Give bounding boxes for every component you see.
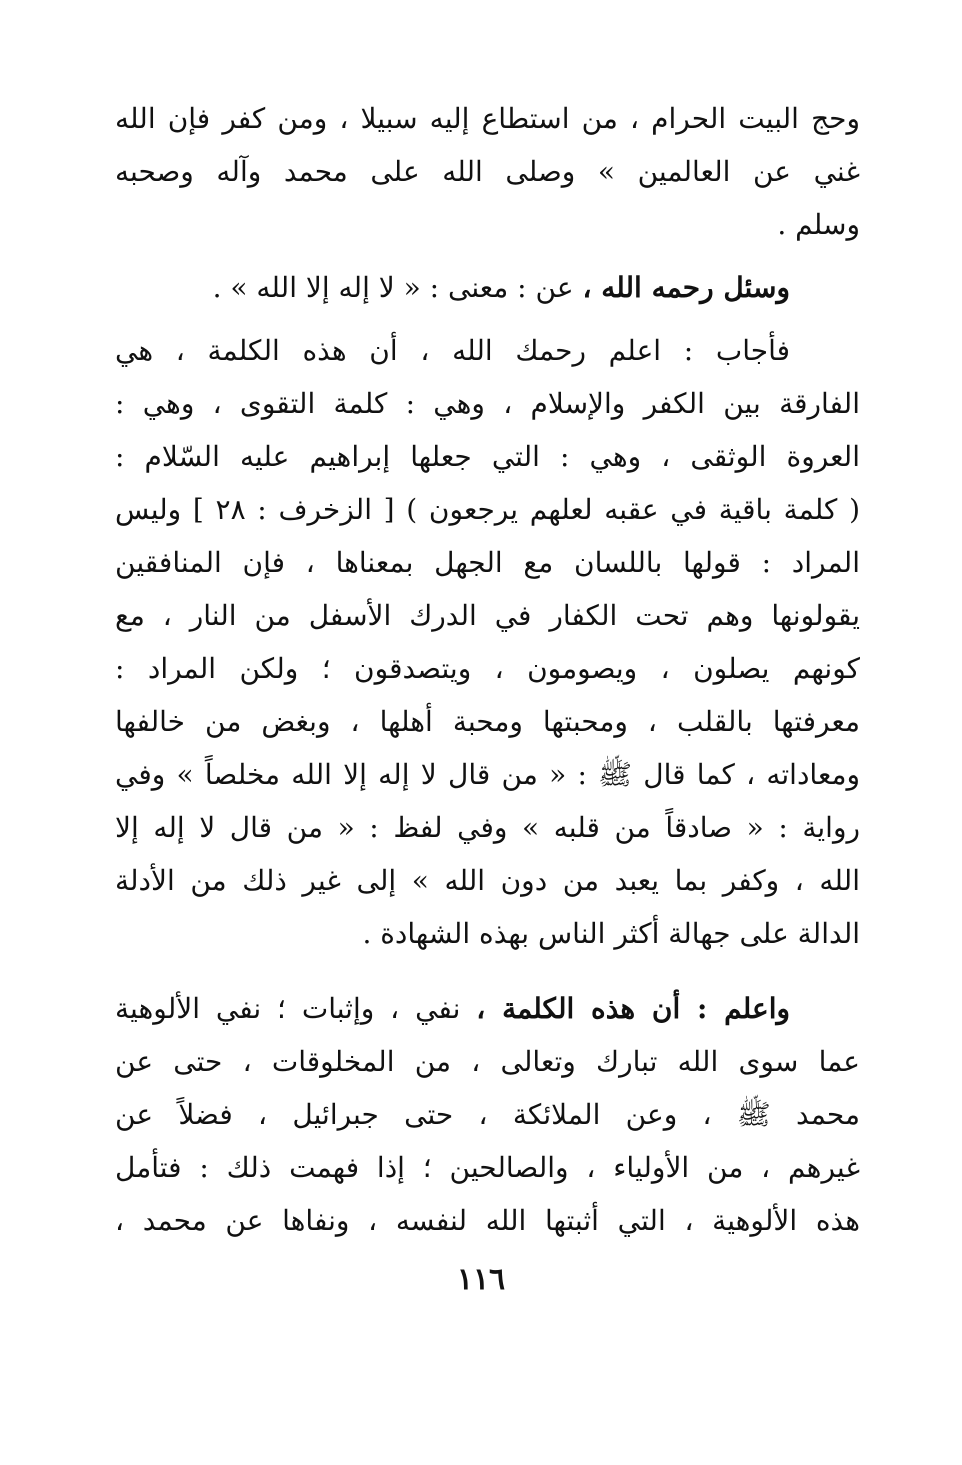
text-line: الفارقة بين الكفر والإسلام ، وهي : كلمة التقوى ، وهي : [115,387,860,420]
text-line: رواية : « صادقاً من قلبه » وفي لفظ : « من قال لا إله إلا [115,811,860,844]
text-line: كونهم يصلون ، ويصومون ، ويتصدقون ؛ ولكن المراد : [115,652,860,685]
text-line [115,261,860,314]
text-line: المراد : قولها باللسان مع الجهل بمعناها ، فإن المنافقين [115,546,860,579]
text-line: فأجاب : اعلم رحمك الله ، أن هذه الكلمة ، هي [115,334,790,367]
lead-text: واعلم : [680,992,791,1025]
paragraph-1 [115,92,860,251]
text-line: العروة الوثقى ، وهي : التي جعلها إبراهيم عليه السّلام : [115,440,860,473]
text-line: عما سوى الله تبارك وتعالى ، من المخلوقات ، حتى عن [115,1045,860,1078]
text-line: غيرهم ، من الأولياء ، والصالحين ؛ إذا فهمت ذلك : فتأمل [115,1151,860,1184]
page-number: ١١٦ [456,1262,506,1297]
question-text: عن : معنى : « لا إله إلا الله » . [212,271,583,304]
text-line: هذه الألوهية ، التي أثبتها الله لنفسه ، ونفاها عن محمد ، [115,1204,860,1237]
first-line-rest: نفي ، وإثبات ؛ نفي الألوهية [115,992,477,1025]
text-line: وسلم . [777,208,860,241]
text-line: يقولونها وهم تحت الكفار في الدرك الأسفل من النار ، مع [115,599,860,632]
bold-phrase: أن هذه الكلمة ، [476,992,681,1025]
paragraph-3 [115,324,860,960]
text-line: ( كلمة باقية في عقبه لعلهم يرجعون ) [ الزخرف : ٢٨ ] وليس [115,493,860,526]
page-body [115,92,860,1247]
text-line: محمد ﷺ ، وعن الملائكة ، حتى جبرائيل ، فضلاً عن [115,1098,860,1131]
text-line: ومعاداته ، كما قال ﷺ : « من قال لا إله إلا الله مخلصاً » وفي [115,758,860,791]
text-line: الله ، وكفر بما يعبد من دون الله » إلى غير ذلك من الأدلة [115,864,860,897]
bold-lead-text: وسئل رحمه الله ، [582,271,790,304]
paragraph-2 [115,261,860,314]
text-line: وحج البيت الحرام ، من استطاع إليه سبيلا ، ومن كفر فإن الله [115,102,860,135]
text-line: غني عن العالمين » وصلى الله على محمد وآله وصحبه [115,155,860,188]
text-line [115,982,860,1035]
text-line: الدالة على جهالة أكثر الناس بهذه الشهادة . [362,917,860,950]
paragraph-4 [115,982,860,1247]
text-line: معرفتها بالقلب ، ومحبتها ومحبة أهلها ، وبغض من خالفها [115,705,860,738]
